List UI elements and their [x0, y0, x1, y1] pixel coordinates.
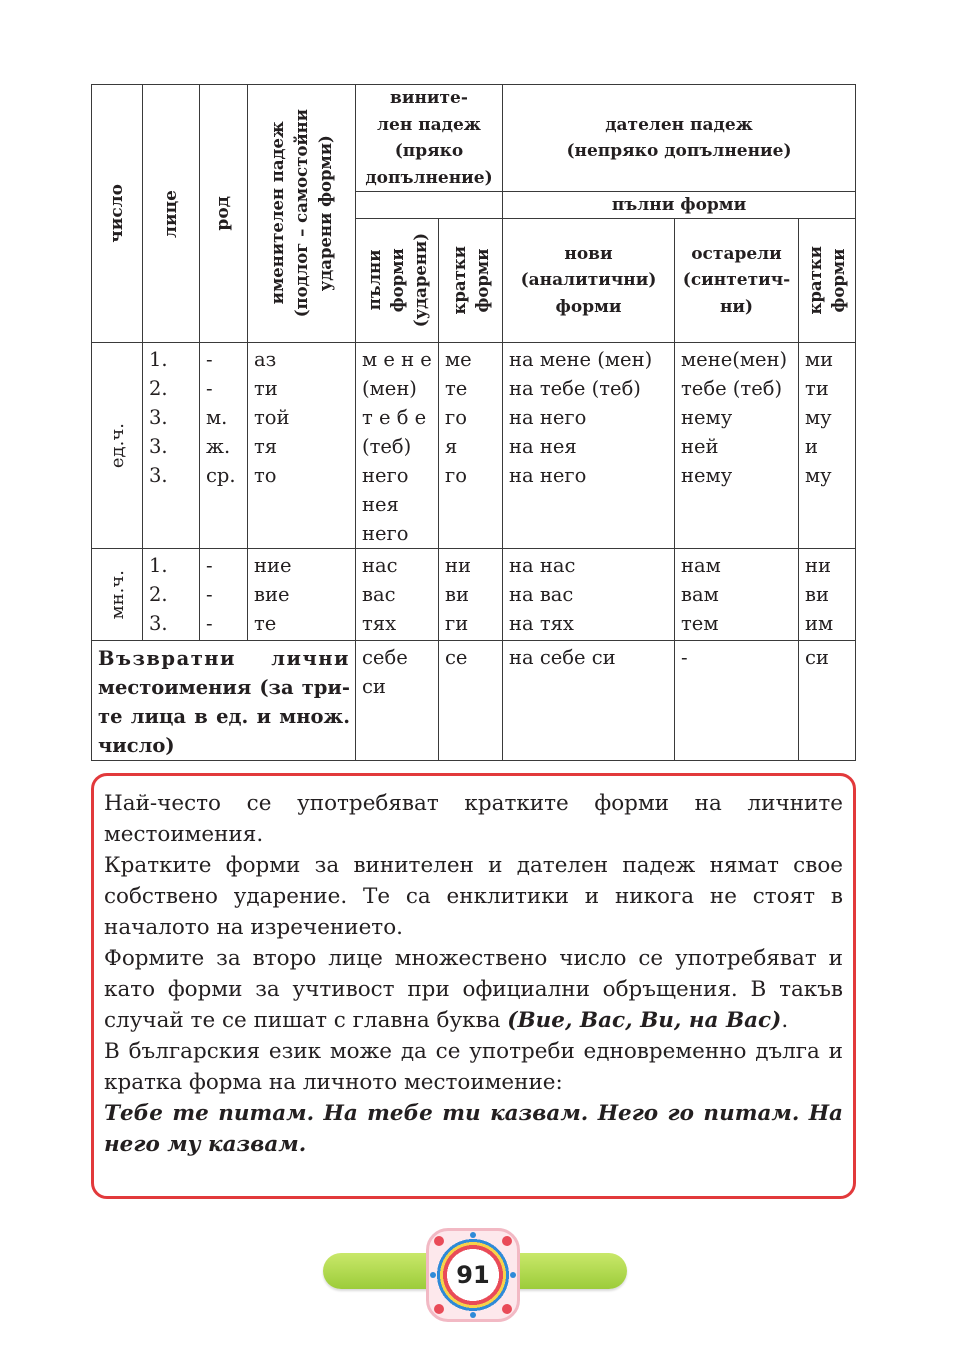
header-number: число [92, 85, 143, 343]
plural-dat-short: ни ви им [799, 549, 856, 641]
rule-note-box [91, 773, 856, 1199]
header-acc-full: пълни форми (ударени) [356, 219, 439, 343]
header-accusative: вините- лен падеж (пряко допълнение) [356, 85, 503, 192]
singular-label: ед.ч. [92, 343, 143, 549]
polite-forms-examples: (Вие, Вас, Ви, на Вас) [507, 1008, 782, 1033]
reflexive-dat-old: - [675, 641, 799, 761]
plural-acc-full: нас вас тях [356, 549, 439, 641]
plural-label: мн.ч. [92, 549, 143, 641]
singular-row [92, 343, 856, 549]
plural-row [92, 549, 856, 641]
reflexive-label: Възвратни лични местоимения (за три- те лица в ед. и множ. число) [92, 641, 356, 761]
singular-person: 1. 2. 3. 3. 3. [143, 343, 200, 549]
singular-acc-short: ме те го я го [439, 343, 503, 549]
header-dat-old: остарели (синтетич- ни) [675, 219, 799, 343]
header-person: лице [143, 85, 200, 343]
plural-dat-new: на нас на вас на тях [503, 549, 675, 641]
header-nominative: именителен падеж (подлог – самостойни ударени форми) [248, 85, 356, 343]
reflexive-acc-short: се [439, 641, 503, 761]
header-full-forms: пълни форми [503, 192, 856, 219]
plural-nominative: ние вие те [248, 549, 356, 641]
singular-gender: - - м. ж. ср. [200, 343, 248, 549]
singular-dat-short: ми ти му и му [799, 343, 856, 549]
plural-gender: - - - [200, 549, 248, 641]
plural-dat-old: нам вам тем [675, 549, 799, 641]
reflexive-dat-new: на себе си [503, 641, 675, 761]
note-paragraph-2: Кратките форми за винителен и дателен падеж нямат свое собствено ударение. Те са енклитики и никога не стоят в началото на изречението. [104, 853, 843, 940]
reflexive-row [92, 641, 856, 761]
singular-dat-new: на мене (мен) на тебе (теб) на него на нея на него [503, 343, 675, 549]
plural-person: 1. 2. 3. [143, 549, 200, 641]
page-number-badge [426, 1228, 520, 1322]
personal-pronouns-table [91, 84, 856, 761]
header-dat-new: нови (аналитични) форми [503, 219, 675, 343]
header-gender: род [200, 85, 248, 343]
note-paragraph-1: Най-често се употребяват кратките форми на личните местоимения. [104, 791, 843, 847]
header-dative: дателен падеж (непряко допълнение) [503, 85, 856, 192]
note-paragraph-3: Формите за второ лице множествено число се употребяват и като форми за учтивост при официални обръщения. В такъв случай те се пишат с главна буква (Вие, Вас, Ви, на Вас). [104, 946, 843, 1033]
note-paragraph-4: В българския език може да се употреби едновременно дълга и кратка форма на личното местоимение: [104, 1039, 843, 1095]
reflexive-acc-full: себе си [356, 641, 439, 761]
singular-acc-full: м е н е (мен) т е б е (теб) него нея него [356, 343, 439, 549]
singular-nominative: аз ти той тя то [248, 343, 356, 549]
singular-dat-old: мене(мен) тебе (теб) нему ней нему [675, 343, 799, 549]
page-number: 91 [456, 1261, 490, 1289]
note-example-sentences: Тебе те питам. На тебе ти казвам. Него го питам. На него му казвам. [104, 1101, 843, 1157]
header-dat-short: кратки форми [799, 219, 856, 343]
plural-acc-short: ни ви ги [439, 549, 503, 641]
reflexive-dat-short: си [799, 641, 856, 761]
header-acc-short: кратки форми [439, 219, 503, 343]
